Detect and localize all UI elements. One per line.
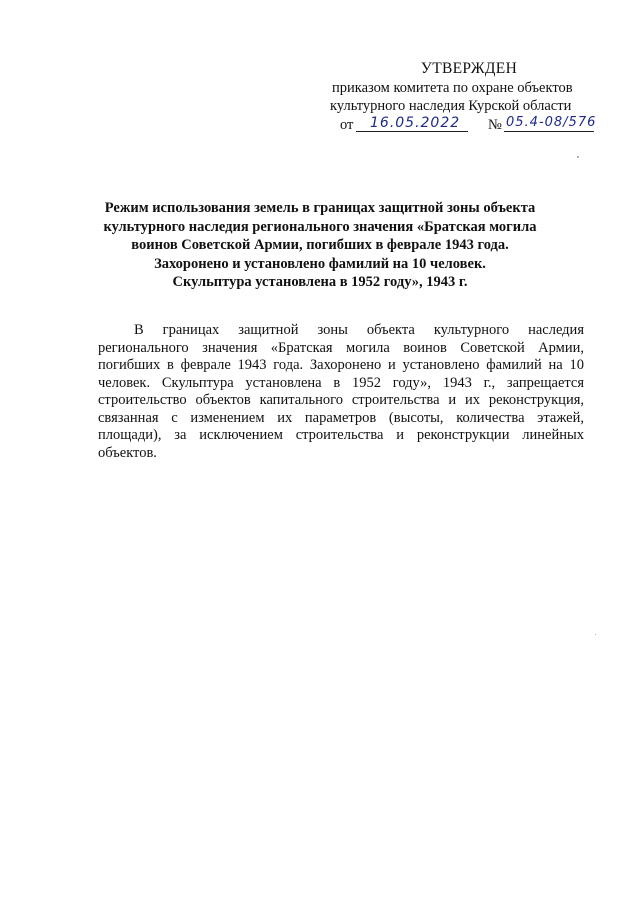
heading-line: Режим использования земель в границах защитной зоны объекта [104,200,536,216]
approval-date-number-row [320,116,600,136]
handwritten-number: 05.4-08/576 [506,115,597,130]
scan-speck [595,634,596,635]
document-heading [80,199,560,292]
heading-line: культурного наследия регионального значения «Братская могила [103,218,537,235]
body-paragraph: В границах защитной зоны объекта культурного наследия регионального значения «Братская могила воинов Советской Армии, погибших в феврале 1943 года. Захоронено и установлено фамилий на 10 человек. Скульптура установлена в 1952 году», 1943 г., запрещается строительство объектов капитального строительства и их реконструкция, связанная с изменением их параметров (высоты, количества этажей, площади), за исключением строительства и реконструкции линейных объектов. [98,322,584,461]
number-prefix: № [488,117,502,133]
scan-speck [577,156,579,158]
approval-committee-line: культурного наследия Курской области [330,98,572,114]
approval-title: УТВЕРЖДЕН [420,60,518,77]
handwritten-date: 16.05.2022 [370,115,461,131]
heading-line: Скульптура установлена в 1952 году», 1943 г. [172,274,468,290]
date-prefix: от [340,117,354,133]
approval-order-line: приказом комитета по охране объектов [332,80,573,96]
approval-block [320,60,600,136]
heading-line: Захоронено и установлено фамилий на 10 человек. [154,255,486,272]
heading-line: воинов Советской Армии, погибших в феврале 1943 года. [131,237,509,253]
